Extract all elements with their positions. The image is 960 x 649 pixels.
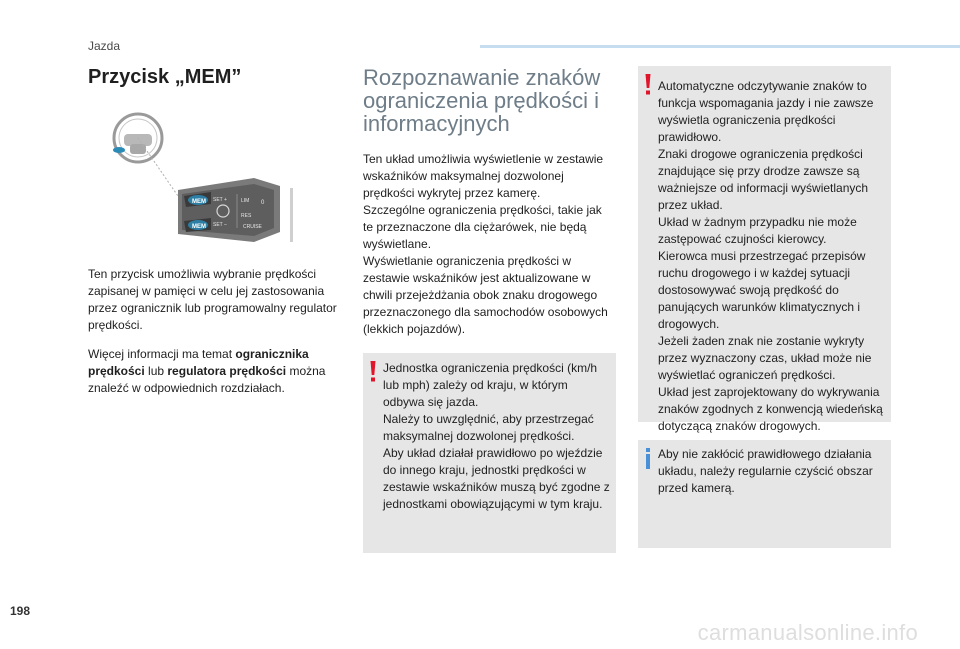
header-bar: [480, 45, 960, 48]
stalk-label-set-minus: SET –: [213, 222, 227, 228]
cruise-stalk-icon: [178, 178, 293, 242]
mem-paragraph-2: [88, 346, 348, 397]
page-number: 198: [10, 604, 31, 618]
stalk-label-mem-bottom: MEM: [192, 224, 206, 230]
steering-stalk-illustration: [108, 104, 308, 244]
watermark: carmanualsonline.info: [697, 620, 918, 645]
mem-section: [88, 66, 353, 89]
sign-recognition-title: Rozpoznawanie znaków ograniczenia prędkości i informacyjnych: [363, 65, 601, 136]
mem-paragraph-1: Ten przycisk umożliwia wybranie prędkości zapisanej w pamięci w celu jej zastosowania przez ogranicznik lub programowalny regulator prędkości.: [88, 267, 337, 332]
stalk-label-zero: 0: [261, 200, 265, 206]
mem-section-title: Przycisk „MEM”: [88, 66, 242, 88]
mem-p2-text-2: lub: [144, 364, 168, 378]
stalk-label-mem-top: MEM: [192, 199, 206, 205]
section-header: Jazda: [88, 39, 121, 53]
exclamation-icon: [642, 74, 654, 96]
stalk-label-res: RES: [241, 213, 252, 219]
stalk-label-cruise: CRUISE: [243, 224, 262, 230]
exclamation-icon: [367, 361, 379, 383]
stalk-label-lim: LIM: [241, 198, 250, 204]
mem-p2-bold-2: regulatora prędkości: [167, 364, 287, 378]
mem-p2-bold-1: ogranicznika prędkości: [88, 347, 309, 378]
warning-units-text: Jednostka ograniczenia prędkości (km/h lub mph) zależy od kraju, w którym odbywa się jazda. Należy to uwzględnić, aby przestrzegać maksymalnej dozwolonej prędkości. Aby układ działał prawidłowo po wjeździe do innego kraju, jednostki prędkości w zestawie wskaźników muszą być zgodne z jednostkami obowiązującymi w tym kraju.: [383, 361, 610, 511]
info-icon: [642, 448, 654, 470]
info-camera-text: Aby nie zakłócić prawidłowego działania układu, należy regularnie czyścić obszar przed kamerą.: [658, 447, 873, 495]
warning-reading-text: Automatyczne odczytywanie znaków to funkcja wspomagania jazdy i nie zawsze wyświetla ograniczenia prędkości prawidłowo. Znaki drogowe ograniczenia prędkości znajdujące się przy drodze zawsze są ważniejsze od informacji wyświetlanych przez układ. Układ w żadnym przypadku nie może zastępować czujności kierowcy. Kierowca musi przestrzegać przepisów ruchu drogowego i w każdej sytuacji dostosowywać swoją prędkość do panujących warunków klimatycznych i drogowych. Jeżeli żaden znak nie zostanie wykryty przez wyznaczony czas, układ może nie wyświetlać ograniczeń prędkości. Układ jest zaprojektowany do wykrywania znaków zgodnych z konwencją wiedeńską dotyczącą znaków drogowych.: [658, 79, 883, 433]
warning-box-reading: [638, 66, 891, 433]
steering-wheel-icon: [113, 114, 162, 162]
mem-p2-text-1: Więcej informacji ma temat: [88, 347, 236, 361]
warning-box-units: [363, 353, 616, 553]
mem-p2-text-3: można znaleźć w odpowiednich rozdziałach.: [88, 364, 326, 395]
sign-recognition-body: Ten układ umożliwia wyświetlenie w zestawie wskaźników maksymalnej dozwolonej prędkości wykrytej przez kamerę. Szczególne ograniczenia prędkości, takie jak te przeznaczone dla ciężarówek, nie będą wyświetlane. Wyświetlanie ograniczenia prędkości w zestawie wskaźników jest aktualizowane w chwili przejeżdżania obok znaku drogowego przeznaczonego dla samochodów osobowych (lekkich pojazdów).: [363, 152, 608, 336]
info-box-camera: [638, 440, 891, 548]
stalk-label-set-plus: SET +: [213, 197, 227, 203]
